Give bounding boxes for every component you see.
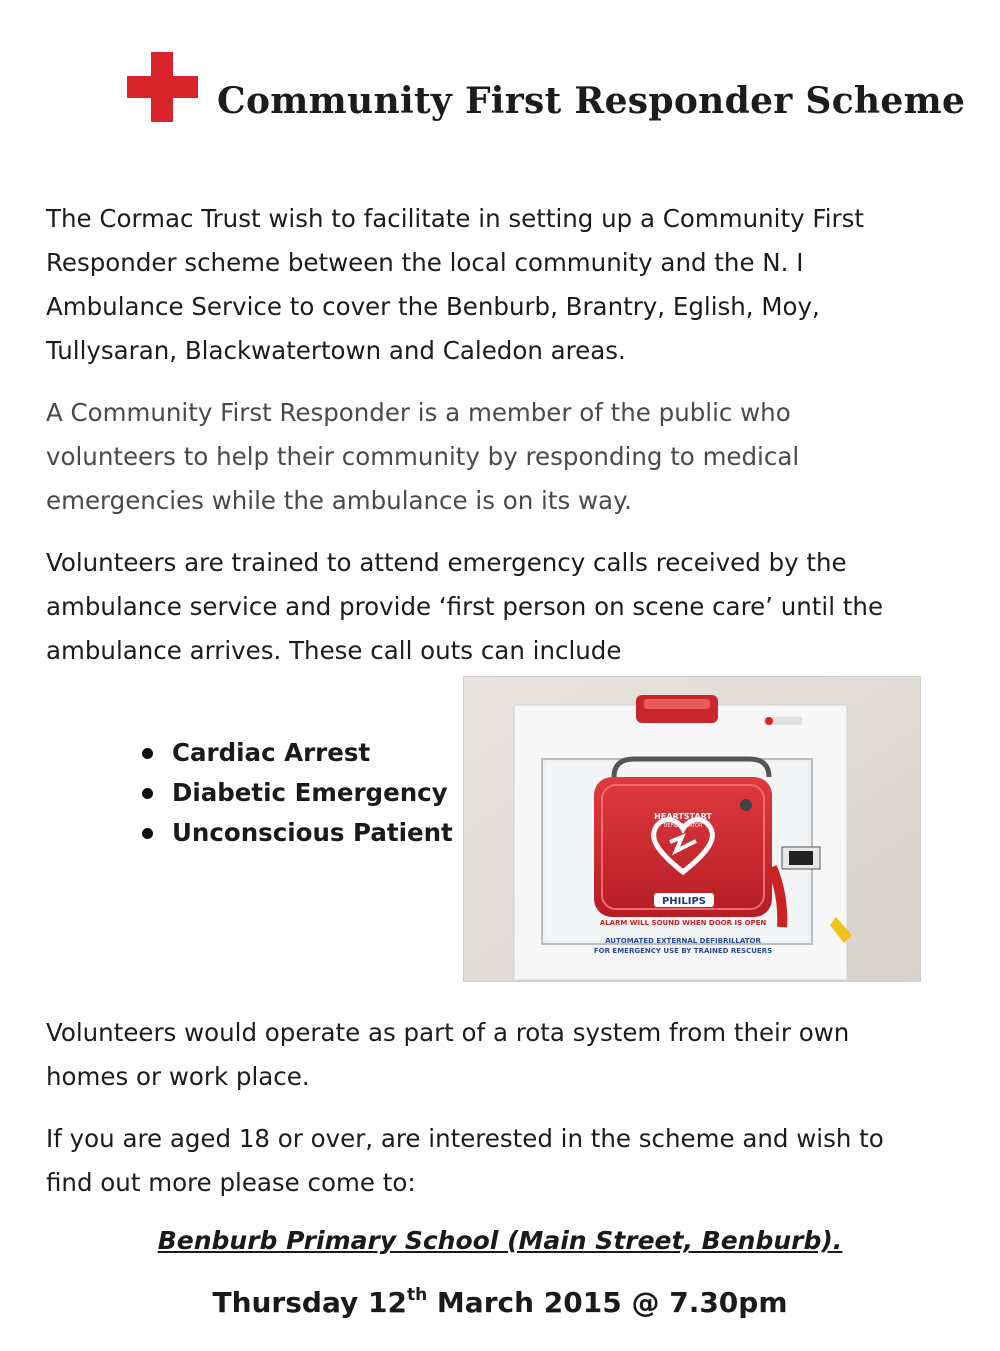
svg-text:FOR EMERGENCY USE BY TRAINED R: FOR EMERGENCY USE BY TRAINED RESCUERS <box>593 947 773 955</box>
svg-text:HEARTSTART: HEARTSTART <box>654 812 712 821</box>
event-date: Thursday 12th March 2015 @ 7.30pm <box>212 1284 788 1319</box>
bullet-icon <box>142 788 153 799</box>
list-item: Unconscious Patient <box>140 813 453 853</box>
list-item: Cardiac Arrest <box>140 733 453 773</box>
defibrillator-cabinet-photo <box>463 676 921 982</box>
svg-text:PHILIPS: PHILIPS <box>661 896 707 907</box>
event-venue: Benburb Primary School (Main Street, Benburb). <box>157 1226 843 1255</box>
invite-paragraph: If you are aged 18 or over, are interested in the scheme and wish to find out more please come to: <box>46 1124 884 1197</box>
training-paragraph: Volunteers are trained to attend emergency calls received by the ambulance service and provide ‘first person on scene care’ until the ambulance arrives. These call outs can include <box>46 548 884 665</box>
definition-paragraph: A Community First Responder is a member of the public who volunteers to help their community by responding to medical emergencies while the ambulance is on its way. <box>46 398 800 515</box>
svg-text:AUTOMATED EXTERNAL DEFIBRILLAT: AUTOMATED EXTERNAL DEFIBRILLATOR <box>605 937 761 945</box>
svg-text:ALARM WILL SOUND WHEN DOOR IS: ALARM WILL SOUND WHEN DOOR IS OPEN <box>599 919 767 927</box>
svg-text:DEFIBRILLATOR: DEFIBRILLATOR <box>663 823 703 829</box>
red-cross-icon <box>127 52 198 122</box>
list-item: Diabetic Emergency <box>140 773 453 813</box>
bullet-icon <box>142 748 153 759</box>
bullet-icon <box>142 828 153 839</box>
intro-paragraph: The Cormac Trust wish to facilitate in setting up a Community First Responder scheme between the local community and the N. I Ambulance Service to cover the Benburb, Brantry, Eglish, Moy, Tullysaran, Blackwatertown and Caledon areas. <box>46 204 864 365</box>
page-title: Community First Responder Scheme <box>217 80 966 122</box>
rota-paragraph: Volunteers would operate as part of a rota system from their own homes or work place. <box>46 1018 850 1091</box>
callout-list <box>140 733 453 853</box>
